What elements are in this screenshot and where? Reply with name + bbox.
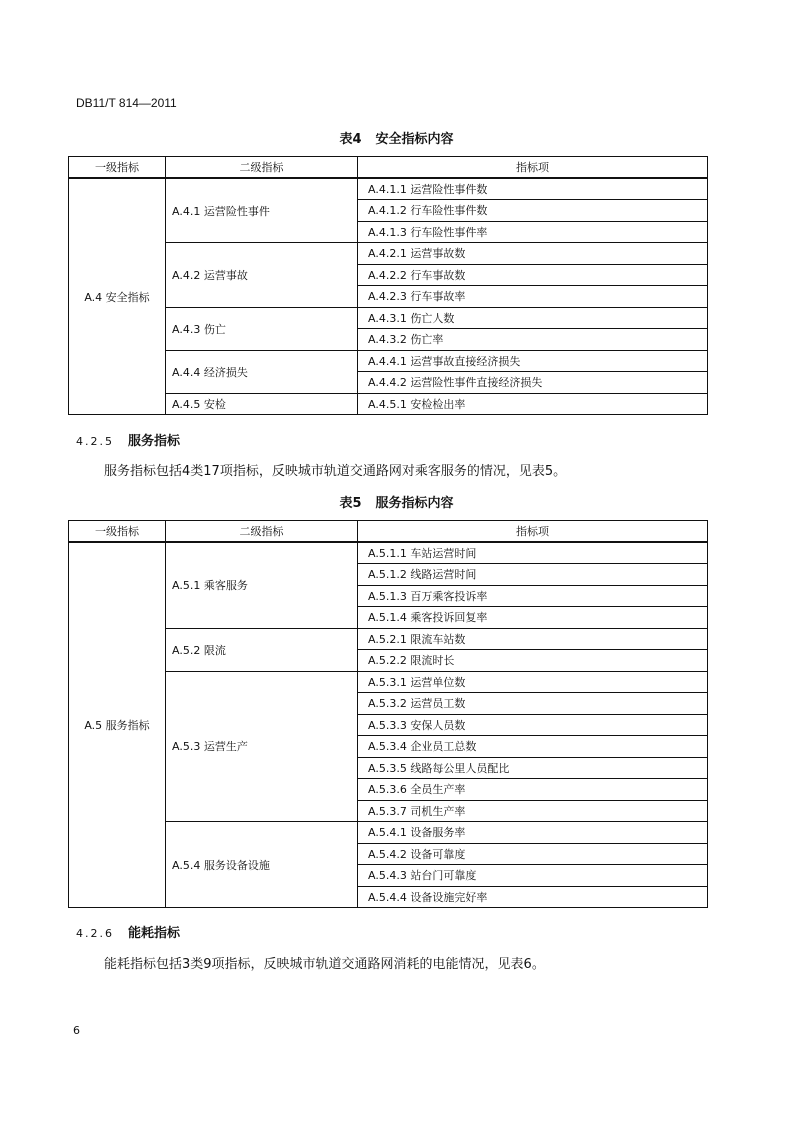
table4-item-cell: A.4.5.1 安检检出率 <box>358 393 708 415</box>
table5-item-cell: A.5.1.1 车站运营时间 <box>358 542 708 564</box>
table4-level1-cell: A.4 安全指标 <box>69 178 166 415</box>
table4-caption <box>0 128 793 147</box>
section-number: 4.2.5 <box>76 435 114 448</box>
table5-item-cell: A.5.4.1 设备服务率 <box>358 822 708 844</box>
page-number: 6 <box>73 1024 80 1037</box>
table5-item-cell: A.5.4.3 站台门可靠度 <box>358 865 708 887</box>
table5-item-cell: A.5.3.1 运营单位数 <box>358 671 708 693</box>
document-code: DB11/T 814—2011 <box>76 96 177 110</box>
table4-item-cell: A.4.4.2 运营险性事件直接经济损失 <box>358 372 708 394</box>
section-4-2-6-heading <box>76 922 180 941</box>
table5-level2-cell: A.5.4 服务设备设施 <box>166 822 358 908</box>
table5-item-cell: A.5.1.4 乘客投诉回复率 <box>358 607 708 629</box>
section-4-2-6-paragraph: 能耗指标包括3类9项指标，反映城市轨道交通路网消耗的电能情况，见表6。 <box>104 957 545 972</box>
table4-item-cell: A.4.3.1 伤亡人数 <box>358 307 708 329</box>
table5-level2-cell: A.5.2 限流 <box>166 628 358 671</box>
table4-item-cell: A.4.2.3 行车事故率 <box>358 286 708 308</box>
table5-level2-cell: A.5.3 运营生产 <box>166 671 358 822</box>
table4-header-items: 指标项 <box>358 157 708 179</box>
table5-item-cell: A.5.3.3 安保人员数 <box>358 714 708 736</box>
table5-caption-number: 表5 <box>339 496 362 511</box>
table5-item-cell: A.5.3.5 线路每公里人员配比 <box>358 757 708 779</box>
table5-item-cell: A.5.4.4 设备设施完好率 <box>358 886 708 908</box>
table4-caption-title: 安全指标内容 <box>375 132 454 147</box>
table5-header-level2: 二级指标 <box>166 521 358 543</box>
table4-level2-cell: A.4.3 伤亡 <box>166 307 358 350</box>
section-4-2-5-paragraph: 服务指标包括4类17项指标，反映城市轨道交通路网对乘客服务的情况，见表5。 <box>104 464 567 479</box>
table5-level1-cell: A.5 服务指标 <box>69 542 166 908</box>
table5-item-cell: A.5.1.2 线路运营时间 <box>358 564 708 586</box>
table5-item-cell: A.5.3.6 全员生产率 <box>358 779 708 801</box>
table5-caption <box>0 492 793 511</box>
table4-caption-number: 表4 <box>339 132 362 147</box>
table5-item-cell: A.5.2.2 限流时长 <box>358 650 708 672</box>
table4-level2-cell: A.4.4 经济损失 <box>166 350 358 393</box>
table4 <box>68 156 708 415</box>
table4-item-cell: A.4.1.1 运营险性事件数 <box>358 178 708 200</box>
table5-item-cell: A.5.2.1 限流车站数 <box>358 628 708 650</box>
table4-header-level1: 一级指标 <box>69 157 166 179</box>
table4-item-cell: A.4.1.2 行车险性事件数 <box>358 200 708 222</box>
table5 <box>68 520 708 908</box>
table5-caption-title: 服务指标内容 <box>375 496 454 511</box>
table4-item-cell: A.4.1.3 行车险性事件率 <box>358 221 708 243</box>
table5-item-cell: A.5.3.4 企业员工总数 <box>358 736 708 758</box>
table5-item-cell: A.5.3.2 运营员工数 <box>358 693 708 715</box>
section-title: 服务指标 <box>128 434 181 449</box>
table5-item-cell: A.5.1.3 百万乘客投诉率 <box>358 585 708 607</box>
section-4-2-5-heading <box>76 430 180 449</box>
table4-level2-cell: A.4.1 运营险性事件 <box>166 178 358 243</box>
table5-header-items: 指标项 <box>358 521 708 543</box>
table5-header-level1: 一级指标 <box>69 521 166 543</box>
table4-level2-cell: A.4.2 运营事故 <box>166 243 358 308</box>
table4-level2-cell: A.4.5 安检 <box>166 393 358 415</box>
table4-item-cell: A.4.2.2 行车事故数 <box>358 264 708 286</box>
table4-item-cell: A.4.2.1 运营事故数 <box>358 243 708 265</box>
table5-level2-cell: A.5.1 乘客服务 <box>166 542 358 628</box>
section-title: 能耗指标 <box>128 926 181 941</box>
table4-item-cell: A.4.3.2 伤亡率 <box>358 329 708 351</box>
table5-item-cell: A.5.4.2 设备可靠度 <box>358 843 708 865</box>
table5-item-cell: A.5.3.7 司机生产率 <box>358 800 708 822</box>
table4-header-level2: 二级指标 <box>166 157 358 179</box>
table4-item-cell: A.4.4.1 运营事故直接经济损失 <box>358 350 708 372</box>
section-number: 4.2.6 <box>76 927 114 940</box>
